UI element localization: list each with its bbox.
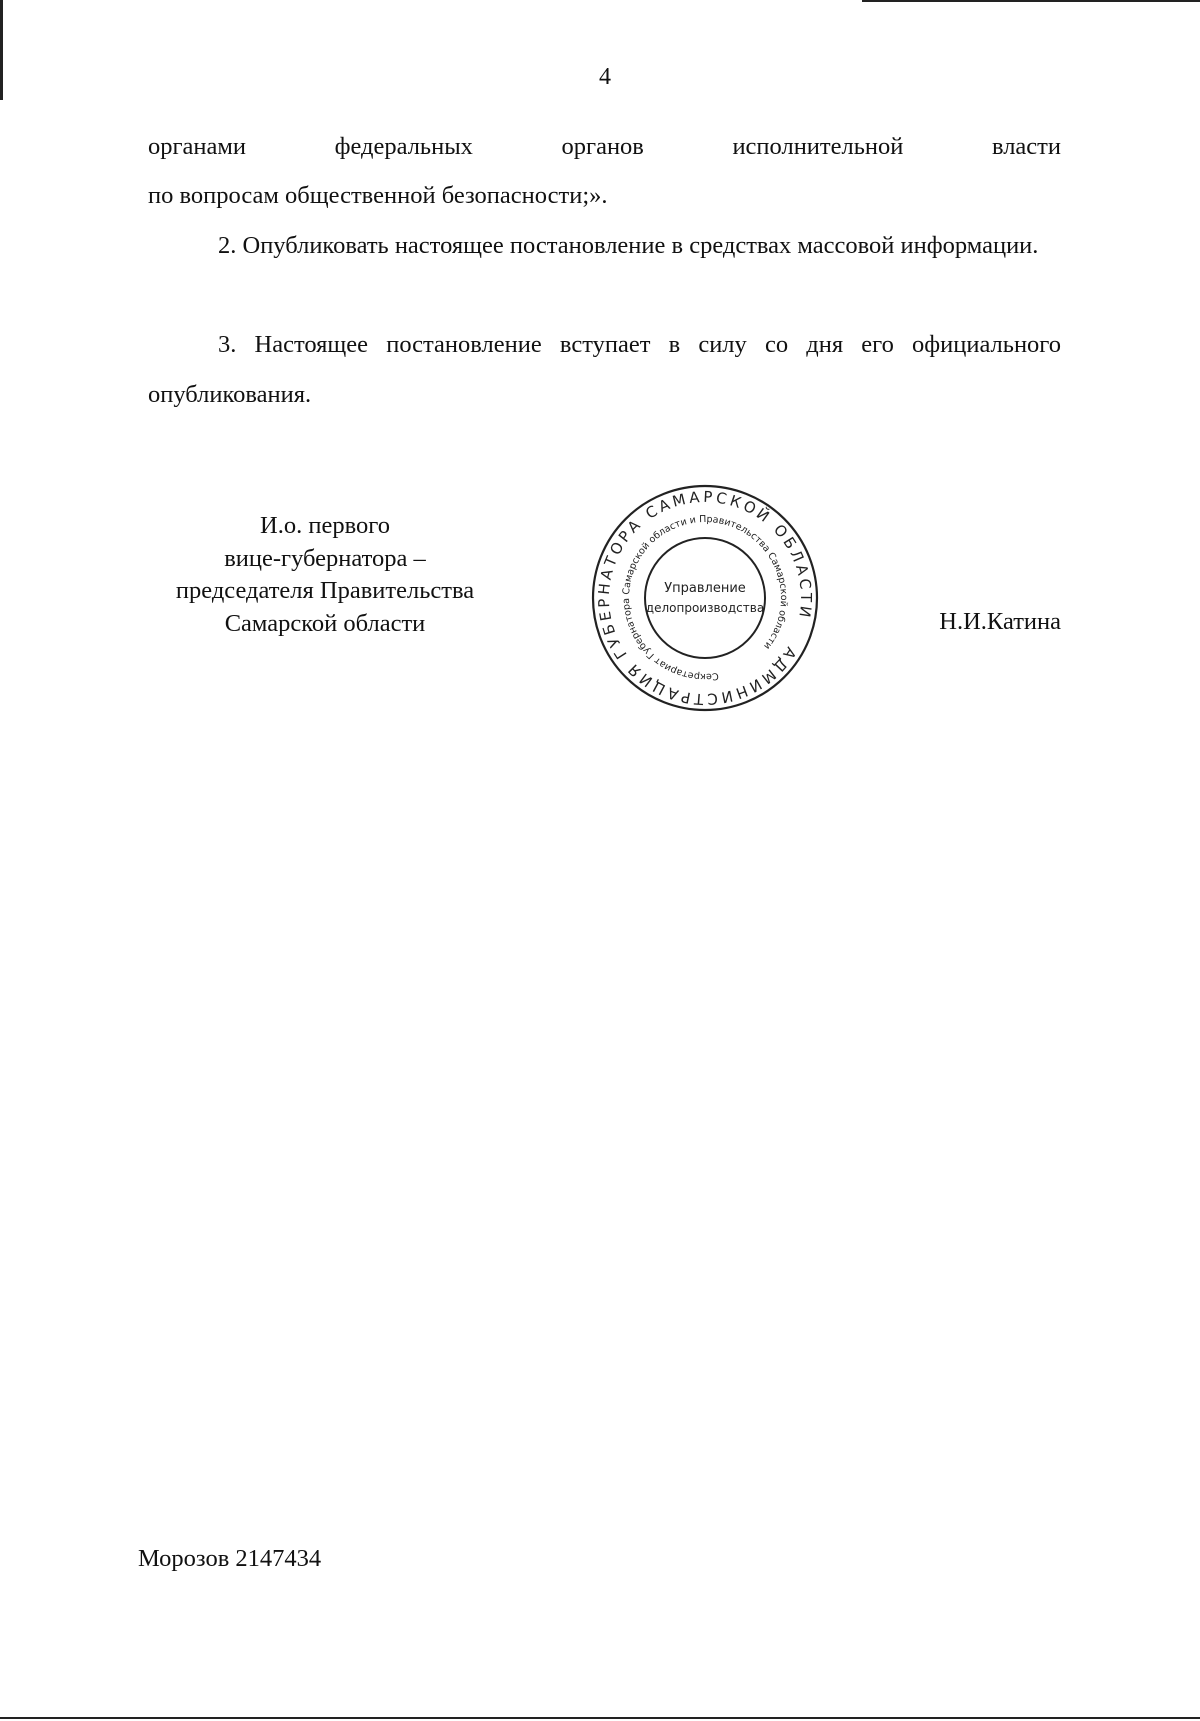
signatory-title-line: председателя Правительства xyxy=(175,577,475,604)
signatory-title-line: вице-губернатора – xyxy=(224,544,426,572)
paragraph-continuation-line1: органами федеральных органов исполнительной власти xyxy=(148,133,1061,160)
official-stamp xyxy=(590,483,820,713)
paragraph-item-3: 3. Настоящее постановление вступает в силу со дня его официального опубликования. xyxy=(148,331,1061,408)
scan-border-left xyxy=(0,0,3,100)
signatory-title xyxy=(140,510,510,640)
executor-note: Морозов 2147434 xyxy=(138,1545,322,1572)
scan-border-bottom xyxy=(0,1717,1200,1719)
signatory-title-line: Самарской области xyxy=(224,609,426,637)
paragraph-item-2: 2. Опубликовать настоящее постановление в средствах массовой информации. xyxy=(218,232,1039,259)
paragraph-continuation-line2: по вопросам общественной безопасности;». xyxy=(148,182,608,209)
stamp-center-line: Управление xyxy=(664,581,746,596)
stamp-outer-text: АДМИНИСТРАЦИЯ ГУБЕРНАТОРА САМАРСКОЙ ОБЛАСТИ xyxy=(594,487,816,709)
stamp-inner-text: Секретариат Губернатора Самарской области и Правительства Самарской области xyxy=(620,513,790,683)
signatory-title-line: И.о. первого xyxy=(260,512,390,539)
page-number: 4 xyxy=(599,64,611,90)
scan-border-top xyxy=(862,0,1200,2)
stamp-center-line: делопроизводства xyxy=(645,601,765,615)
signatory-name: Н.И.Катина xyxy=(939,608,1061,635)
